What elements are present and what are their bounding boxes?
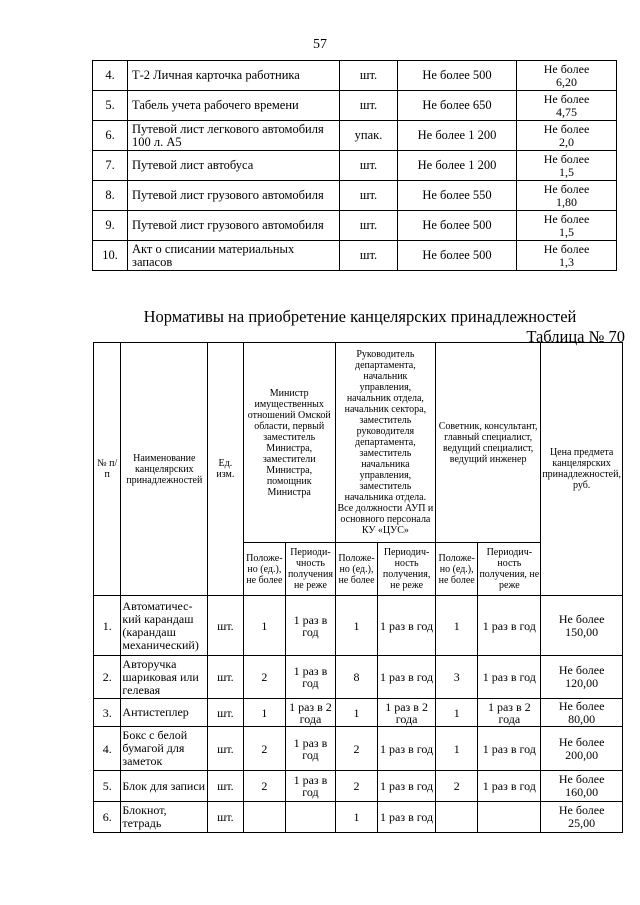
top-cell-price	[517, 91, 617, 121]
cell-p1: 1 раз в год	[286, 596, 336, 656]
cell-num: 4.	[94, 727, 121, 771]
cell-p2: 1 раз в год	[378, 656, 436, 699]
price-line: Не более	[558, 611, 605, 626]
header-qty-2: Положе-но (ед.), не более	[335, 543, 377, 596]
header-price: Цена предмета канцелярских принадлежностей, руб.	[541, 343, 623, 596]
header-num: № п/п	[94, 343, 121, 596]
top-table-row	[93, 211, 617, 241]
top-cell-num: 8.	[93, 181, 128, 211]
cell-unit: шт.	[208, 802, 243, 833]
top-price-line: 1,5	[559, 224, 574, 239]
top-cell-name: Табель учета рабочего времени	[128, 91, 340, 121]
price-line: Не более	[558, 698, 605, 713]
supplies-top-table	[92, 60, 617, 271]
cell-unit: шт.	[208, 699, 243, 727]
top-cell-unit: шт.	[340, 211, 398, 241]
cell-num: 2.	[94, 656, 121, 699]
table-row	[94, 596, 623, 656]
cell-q2: 2	[335, 727, 377, 771]
cell-name: Бокс с белой бумагой для заметок	[121, 727, 208, 771]
cell-price	[541, 596, 623, 656]
cell-p1: 1 раз в год	[286, 771, 336, 802]
cell-p3	[478, 802, 541, 833]
top-price-line: Не более	[543, 91, 590, 106]
cell-p3: 1 раз в год	[478, 656, 541, 699]
cell-name: Авторучка шариковая или гелевая	[121, 656, 208, 699]
cell-name: Автоматичес-кий карандаш (карандаш механический)	[121, 596, 208, 656]
cell-price	[541, 656, 623, 699]
cell-p3: 1 раз в год	[478, 727, 541, 771]
header-period-1: Периоди-чность получения не реже	[286, 543, 336, 596]
cell-q3: 1	[435, 596, 477, 656]
top-cell-limit: Не более 650	[398, 91, 517, 121]
top-cell-num: 5.	[93, 91, 128, 121]
cell-num: 3.	[94, 699, 121, 727]
cell-price	[541, 727, 623, 771]
cell-num: 6.	[94, 802, 121, 833]
top-price-line: 4,75	[556, 104, 577, 119]
top-table-row	[93, 61, 617, 91]
cell-p2: 1 раз в год	[378, 802, 436, 833]
page-number: 57	[313, 37, 327, 52]
header-group-specialists: Советник, консультант, главный специалист, ведущий специалист, ведущий инженер	[435, 343, 540, 543]
top-cell-name: Акт о списании материальных запасов	[128, 241, 340, 271]
top-cell-limit: Не более 500	[398, 241, 517, 271]
cell-p1: 1 раз в год	[286, 727, 336, 771]
top-cell-unit: шт.	[340, 91, 398, 121]
cell-name: Блокнот, тетрадь	[121, 802, 208, 833]
cell-name: Антистеплер	[121, 699, 208, 727]
top-cell-limit: Не более 550	[398, 181, 517, 211]
header-qty-3: Положе-но (ед.), не более	[435, 543, 477, 596]
cell-q2: 1	[335, 596, 377, 656]
top-cell-limit: Не более 500	[398, 211, 517, 241]
top-cell-limit: Не более 1 200	[398, 121, 517, 151]
cell-p2: 1 раз в год	[378, 596, 436, 656]
top-cell-price	[517, 241, 617, 271]
cell-q3	[435, 802, 477, 833]
cell-q1: 2	[243, 727, 285, 771]
cell-q1: 2	[243, 771, 285, 802]
top-cell-limit: Не более 500	[398, 61, 517, 91]
price-line: Не более	[558, 663, 605, 677]
top-cell-unit: шт.	[340, 181, 398, 211]
cell-name: Блок для записи	[121, 771, 208, 802]
top-cell-num: 4.	[93, 61, 128, 91]
top-cell-num: 6.	[93, 121, 128, 151]
cell-p1	[286, 802, 336, 833]
header-unit: Ед. изм.	[208, 343, 243, 596]
top-cell-unit: шт.	[340, 241, 398, 271]
cell-q1	[243, 802, 285, 833]
table-row	[94, 699, 623, 727]
table-number: Таблица № 70	[526, 327, 625, 346]
cell-q2: 1	[335, 699, 377, 727]
price-line: Не более	[558, 803, 605, 817]
top-price-line: 1,5	[559, 164, 574, 179]
cell-q3: 3	[435, 656, 477, 699]
table-row	[94, 771, 623, 802]
table-row	[94, 727, 623, 771]
cell-price	[541, 802, 623, 833]
price-line: Не более	[558, 734, 605, 749]
header-qty-1: Положе-но (ед.), не более	[243, 543, 285, 596]
top-cell-price	[517, 151, 617, 181]
top-price-line: Не более	[543, 151, 590, 166]
cell-p2: 1 раз в год	[378, 727, 436, 771]
price-line: Не более	[558, 772, 605, 786]
top-cell-name: Путевой лист автобуса	[128, 151, 340, 181]
top-price-line: 1,80	[556, 194, 577, 209]
cell-unit: шт.	[208, 727, 243, 771]
top-cell-price	[517, 61, 617, 91]
header-group-minister: Министр имущественных отношений Омской области, первый заместитель Министра, заместители Министра, помощник Министра	[243, 343, 335, 543]
price-line: 120,00	[565, 676, 599, 690]
top-price-line: 2,0	[559, 134, 574, 149]
section-title: Нормативы на приобретение канцелярских принадлежностей	[143, 307, 577, 326]
cell-num: 5.	[94, 771, 121, 802]
cell-p2: 1 раз в 2 года	[378, 699, 436, 727]
cell-p1: 1 раз в год	[286, 656, 336, 699]
top-cell-limit: Не более 1 200	[398, 151, 517, 181]
cell-price	[541, 771, 623, 802]
table-row	[94, 802, 623, 833]
header-name: Наименование канцелярских принадлежностей	[121, 343, 208, 596]
price-line: 80,00	[568, 711, 596, 726]
header-period-3: Периодич-ность получения, не реже	[478, 543, 541, 596]
cell-q2: 8	[335, 656, 377, 699]
header-group-heads: Руководитель департамента, начальник управления, начальник отдела, начальник сектора, заместитель руководителя департамента, заместитель начальника управления, заместитель начальника отдела. Все должности АУП и основного персонала КУ «ЦУС»	[335, 343, 435, 543]
price-line: 160,00	[565, 785, 599, 799]
top-price-line: Не более	[543, 211, 590, 226]
cell-unit: шт.	[208, 771, 243, 802]
top-table-row	[93, 91, 617, 121]
top-price-line: Не более	[543, 181, 590, 196]
table-row	[94, 656, 623, 699]
cell-unit: шт.	[208, 596, 243, 656]
cell-q1: 2	[243, 656, 285, 699]
top-table-row	[93, 121, 617, 151]
stationery-norms-table	[93, 342, 623, 833]
top-price-line: Не более	[543, 121, 590, 136]
top-table-row	[93, 241, 617, 271]
cell-p3: 1 раз в 2 года	[478, 699, 541, 727]
top-cell-name: Путевой лист грузового автомобиля	[128, 181, 340, 211]
top-cell-unit: шт.	[340, 151, 398, 181]
cell-p2: 1 раз в год	[378, 771, 436, 802]
top-price-line: Не более	[543, 61, 590, 76]
price-line: 25,00	[568, 816, 596, 830]
top-cell-unit: упак.	[340, 121, 398, 151]
cell-q3: 1	[435, 727, 477, 771]
top-price-line: 6,20	[556, 74, 577, 89]
top-cell-num: 10.	[93, 241, 128, 271]
cell-q3: 2	[435, 771, 477, 802]
top-cell-price	[517, 121, 617, 151]
top-table-row	[93, 181, 617, 211]
cell-price	[541, 699, 623, 727]
cell-q3: 1	[435, 699, 477, 727]
price-line: 150,00	[565, 624, 599, 639]
cell-p1: 1 раз в 2 года	[286, 699, 336, 727]
cell-q2: 1	[335, 802, 377, 833]
top-cell-name: Путевой лист легкового автомобиля 100 л. А5	[128, 121, 340, 151]
top-cell-num: 9.	[93, 211, 128, 241]
cell-unit: шт.	[208, 656, 243, 699]
price-line: 200,00	[565, 747, 599, 762]
top-cell-name: Т-2 Личная карточка работника	[128, 61, 340, 91]
cell-q1: 1	[243, 699, 285, 727]
top-price-line: Не более	[543, 241, 590, 256]
top-price-line: 1,3	[559, 254, 574, 269]
cell-p3: 1 раз в год	[478, 596, 541, 656]
top-cell-unit: шт.	[340, 61, 398, 91]
top-cell-num: 7.	[93, 151, 128, 181]
header-period-2: Периодич-ность получения, не реже	[378, 543, 436, 596]
top-cell-price	[517, 211, 617, 241]
cell-q1: 1	[243, 596, 285, 656]
top-cell-name: Путевой лист грузового автомобиля	[128, 211, 340, 241]
top-table-row	[93, 151, 617, 181]
cell-p3: 1 раз в год	[478, 771, 541, 802]
cell-num: 1.	[94, 596, 121, 656]
top-cell-price	[517, 181, 617, 211]
cell-q2: 2	[335, 771, 377, 802]
